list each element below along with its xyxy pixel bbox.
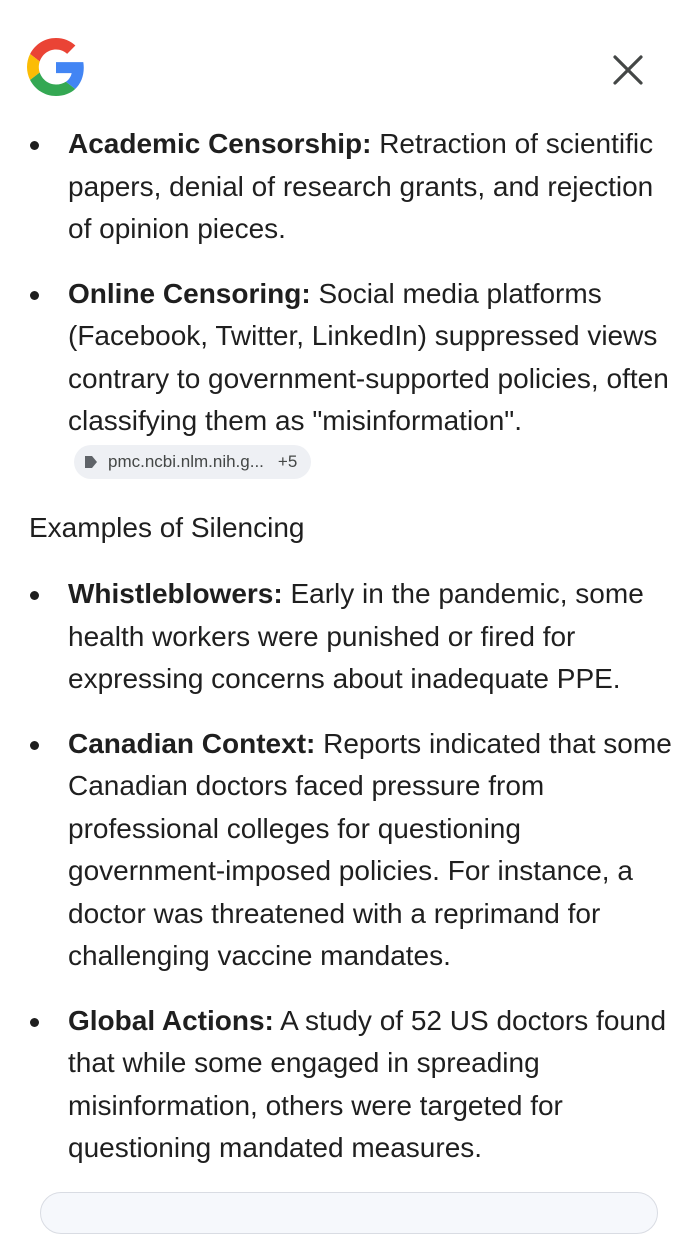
- item-title: Global Actions:: [68, 1004, 274, 1036]
- item-text: Reports indicated that some Canadian doctors faced pressure from professional colleges for questioning government-imposed policies. For instance, a doctor was threatened with a reprimand for challenging vaccine mandates.: [68, 727, 672, 971]
- item-title: Canadian Context:: [68, 727, 316, 759]
- bullet-list-censorship: [0, 123, 696, 485]
- google-g-logo-icon[interactable]: [27, 38, 85, 96]
- source-favicon-icon: [82, 453, 100, 471]
- bullet-icon: [30, 741, 39, 750]
- item-title: Academic Censorship:: [68, 128, 372, 159]
- item-title: Online Censoring:: [68, 277, 311, 309]
- bullet-icon: [30, 141, 39, 150]
- item-text: Retraction of scientific papers, denial of research grants, and rejection of opinion pieces.: [68, 128, 654, 244]
- list-item: [0, 723, 696, 978]
- section-heading: Examples of Silencing: [29, 512, 305, 543]
- ai-overview-content: [0, 123, 696, 1173]
- close-button[interactable]: [604, 46, 652, 94]
- source-chip[interactable]: [74, 445, 311, 479]
- bullet-list-examples: [0, 573, 696, 1170]
- item-text: A study of 52 US doctors found that while some engaged in spreading misinformation, others were targeted for questioning mandated measures.: [68, 1004, 667, 1163]
- top-bar: [0, 0, 696, 120]
- item-text: Early in the pandemic, some health workers were punished or fired for expressing concerns about inadequate PPE.: [68, 578, 644, 694]
- item-text: Social media platforms (Facebook, Twitter, LinkedIn) suppressed views contrary to government-supported policies, often classifying them as "misinformation".: [68, 277, 669, 436]
- list-item: [0, 123, 696, 251]
- source-chip-label: pmc.ncbi.nlm.nih.g...: [108, 451, 264, 471]
- bullet-icon: [30, 1018, 39, 1027]
- close-icon: [612, 54, 644, 86]
- item-title: Whistleblowers:: [68, 578, 283, 609]
- source-chip-more-count: +5: [277, 451, 298, 471]
- list-item: [0, 573, 696, 701]
- list-item: [0, 273, 696, 486]
- bullet-icon: [30, 591, 39, 600]
- bullet-icon: [30, 291, 39, 300]
- list-item: [0, 1000, 696, 1170]
- bottom-input-pill[interactable]: [40, 1192, 658, 1234]
